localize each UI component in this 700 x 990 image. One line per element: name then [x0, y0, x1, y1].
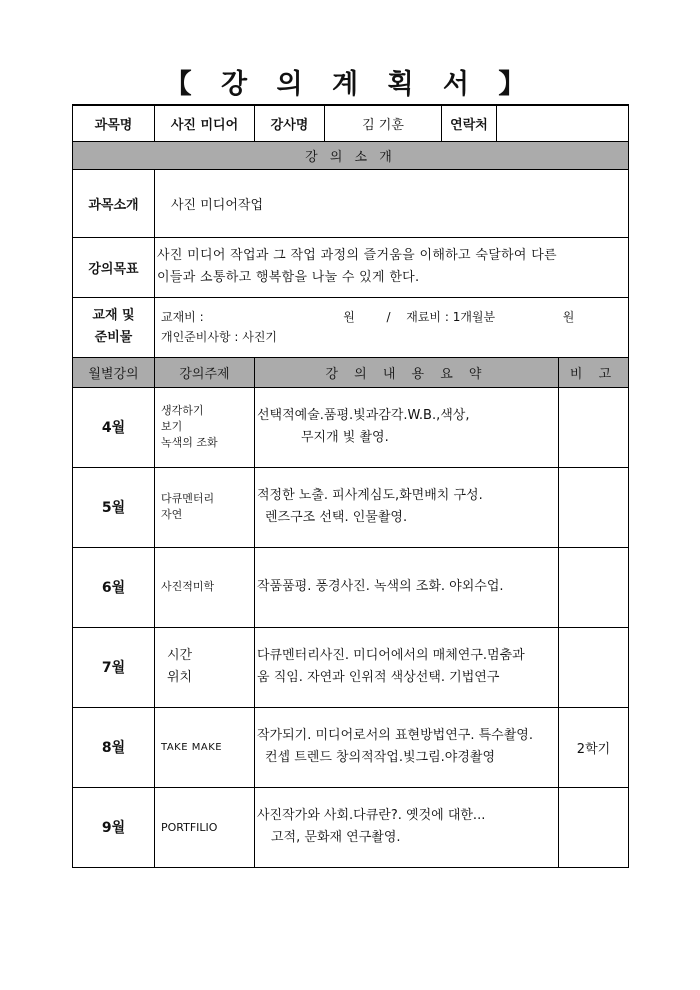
materials-label-2: 준비물: [94, 330, 133, 345]
header-row: [73, 105, 629, 141]
course-intro-row: [73, 169, 629, 237]
schedule-summary-line: 무지개 빛 촬영.: [301, 430, 389, 445]
schedule-topic-line: 생각하기: [161, 404, 204, 417]
schedule-note: [559, 787, 629, 867]
course-goal-line-1: 사진 미디어 작업과 그 작업 과정의 즐거움을 이해하고 숙달하여 다른: [157, 248, 557, 263]
subject-value: 사진 미디어: [155, 105, 255, 141]
schedule-summary-line: 적정한 노출. 피사계심도,화면배치 구성.: [257, 488, 483, 503]
schedule-row: [73, 387, 629, 467]
schedule-summary-line: 사진작가와 사회.다큐란?. 옛것에 대한...: [257, 808, 486, 823]
schedule-note: [559, 627, 629, 707]
topic-header: 강의주제: [155, 357, 255, 387]
schedule-month: 5월: [73, 467, 155, 547]
month-header: 월별강의: [73, 357, 155, 387]
intro-section-title: 강 의 소 개: [73, 141, 629, 169]
schedule-topic-line: 자연: [161, 508, 183, 521]
schedule-topic-line: TAKE MAKE: [161, 741, 223, 753]
schedule-row: [73, 547, 629, 627]
course-goal-row: [73, 237, 629, 297]
course-goal-label: 강의목표: [73, 237, 155, 297]
schedule-month: 8월: [73, 707, 155, 787]
schedule-row: [73, 627, 629, 707]
schedule-month: 9월: [73, 787, 155, 867]
textbook-cost-unit: 원: [343, 310, 355, 324]
schedule-topic-line: 사진적미학: [161, 580, 215, 593]
schedule-summary-line: 다큐멘터리사진. 미디어에서의 매체연구.멈춤과: [257, 648, 525, 663]
schedule-summary-line: 움 직임. 자연과 인위적 색상선택. 기법연구: [257, 670, 500, 685]
document-title: 【 강 의 계 획 서 】: [164, 69, 536, 100]
course-goal-line-2: 이들과 소통하고 행복함을 나눌 수 있게 한다.: [157, 270, 420, 285]
instructor-label: 강사명: [255, 105, 325, 141]
schedule-topic-line: 다큐멘터리: [161, 492, 215, 505]
schedule-note: 2학기: [559, 707, 629, 787]
materials-row: [73, 297, 629, 357]
note-header: 비 고: [559, 357, 629, 387]
schedule-month: 7월: [73, 627, 155, 707]
schedule-note: [559, 387, 629, 467]
schedule-summary-line: 작가되기. 미디어로서의 표현방법연구. 특수촬영.: [257, 728, 533, 743]
personal-prep-line: 개인준비사항 : 사진기: [161, 330, 278, 344]
schedule-summary-line: 렌즈구조 선택. 인물촬영.: [265, 510, 408, 525]
materials-cost-line: [161, 307, 628, 327]
schedule-month: 6월: [73, 547, 155, 627]
schedule-row: [73, 467, 629, 547]
intro-section-row: [73, 141, 629, 169]
course-intro-label: 과목소개: [73, 169, 155, 237]
schedule-topic-line: PORTFILIO: [161, 820, 218, 834]
schedule-topic-line: 녹색의 조화: [161, 436, 218, 449]
schedule-note: [559, 547, 629, 627]
course-intro-value: 사진 미디어작업: [155, 169, 629, 237]
contact-label: 연락처: [442, 105, 497, 141]
schedule-row: [73, 787, 629, 867]
schedule-header-row: [73, 357, 629, 387]
schedule-row: [73, 707, 629, 787]
material-cost-unit: 원: [562, 310, 575, 324]
summary-header: 강 의 내 용 요 약: [255, 357, 559, 387]
contact-value: [497, 105, 629, 141]
schedule-summary-line: 선택적예술.품평.빛과감각.W.B.,색상,: [257, 408, 470, 423]
instructor-value: 김 기훈: [325, 105, 442, 141]
schedule-topic-line: 보기: [161, 420, 183, 433]
schedule-month: 4월: [73, 387, 155, 467]
schedule-topic-line: 시간: [167, 648, 193, 663]
schedule-summary-line: 컨셉 트렌드 창의적작업.빛그림.야경촬영: [265, 750, 496, 765]
lecture-plan-table: [72, 104, 629, 868]
schedule-summary-line: 작품품평. 풍경사진. 녹색의 조화. 야외수업.: [257, 579, 504, 594]
schedule-topic-line: 위치: [167, 670, 193, 685]
subject-label: 과목명: [73, 105, 155, 141]
material-cost-label: 재료비 : 1개월분: [406, 310, 496, 324]
materials-label-1: 교재 및: [92, 308, 135, 323]
schedule-summary-line: 고적, 문화재 연구촬영.: [271, 830, 401, 845]
schedule-note: [559, 467, 629, 547]
cost-separator: /: [386, 310, 391, 324]
textbook-cost-label: 교재비 :: [161, 310, 204, 324]
